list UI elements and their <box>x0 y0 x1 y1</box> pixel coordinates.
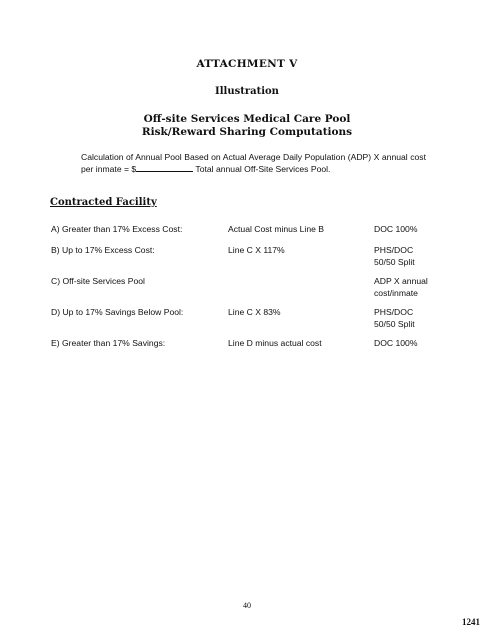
bates-number: 1241 <box>462 617 480 627</box>
illustration-title: Illustration <box>215 86 279 97</box>
calculation-text-start: Calculation of Annual Pool Based on Actual Average Daily Population (ADP) X annual cost per inmate = $ <box>81 152 426 174</box>
row-split <box>374 338 464 350</box>
row-label: A) Greater than 17% Excess Cost: <box>51 224 183 234</box>
amount-blank <box>136 163 193 172</box>
row-split-line2: cost/inmate <box>374 287 418 298</box>
row-split <box>374 307 464 330</box>
row-split <box>374 224 464 236</box>
row-formula: Actual Cost minus Line B <box>228 224 325 234</box>
row-split-line2: 50/50 Split <box>374 318 415 329</box>
row-split-line1: PHS/DOC <box>374 307 414 317</box>
row-split-line1: DOC 100% <box>374 338 418 348</box>
row-label: E) Greater than 17% Savings: <box>51 338 166 348</box>
pool-title-line1: Off-site Services Medical Care Pool <box>143 113 351 125</box>
row-label: C) Off-site Services Pool <box>51 276 145 286</box>
row-label: B) Up to 17% Excess Cost: <box>51 245 155 255</box>
row-label: D) Up to 17% Savings Below Pool: <box>51 307 184 317</box>
row-split-line1: DOC 100% <box>374 224 418 234</box>
row-split <box>374 245 464 268</box>
row-split-line2: 50/50 Split <box>374 256 415 267</box>
row-split-line1: ADP X annual <box>374 276 428 286</box>
page-number: 40 <box>243 601 251 610</box>
row-formula: Line C X 117% <box>228 245 285 255</box>
pool-title-line2: Risk/Reward Sharing Computations <box>141 126 353 138</box>
calculation-text-end: Total annual Off-Site Services Pool. <box>193 164 331 174</box>
row-formula: Line C X 83% <box>228 307 281 317</box>
row-split-line1: PHS/DOC <box>374 245 414 255</box>
section-heading: Contracted Facility <box>50 197 157 208</box>
calculation-paragraph <box>81 151 426 175</box>
row-split <box>374 276 464 299</box>
row-formula: Line D minus actual cost <box>228 338 322 348</box>
attachment-title: ATTACHMENT V <box>196 58 298 70</box>
